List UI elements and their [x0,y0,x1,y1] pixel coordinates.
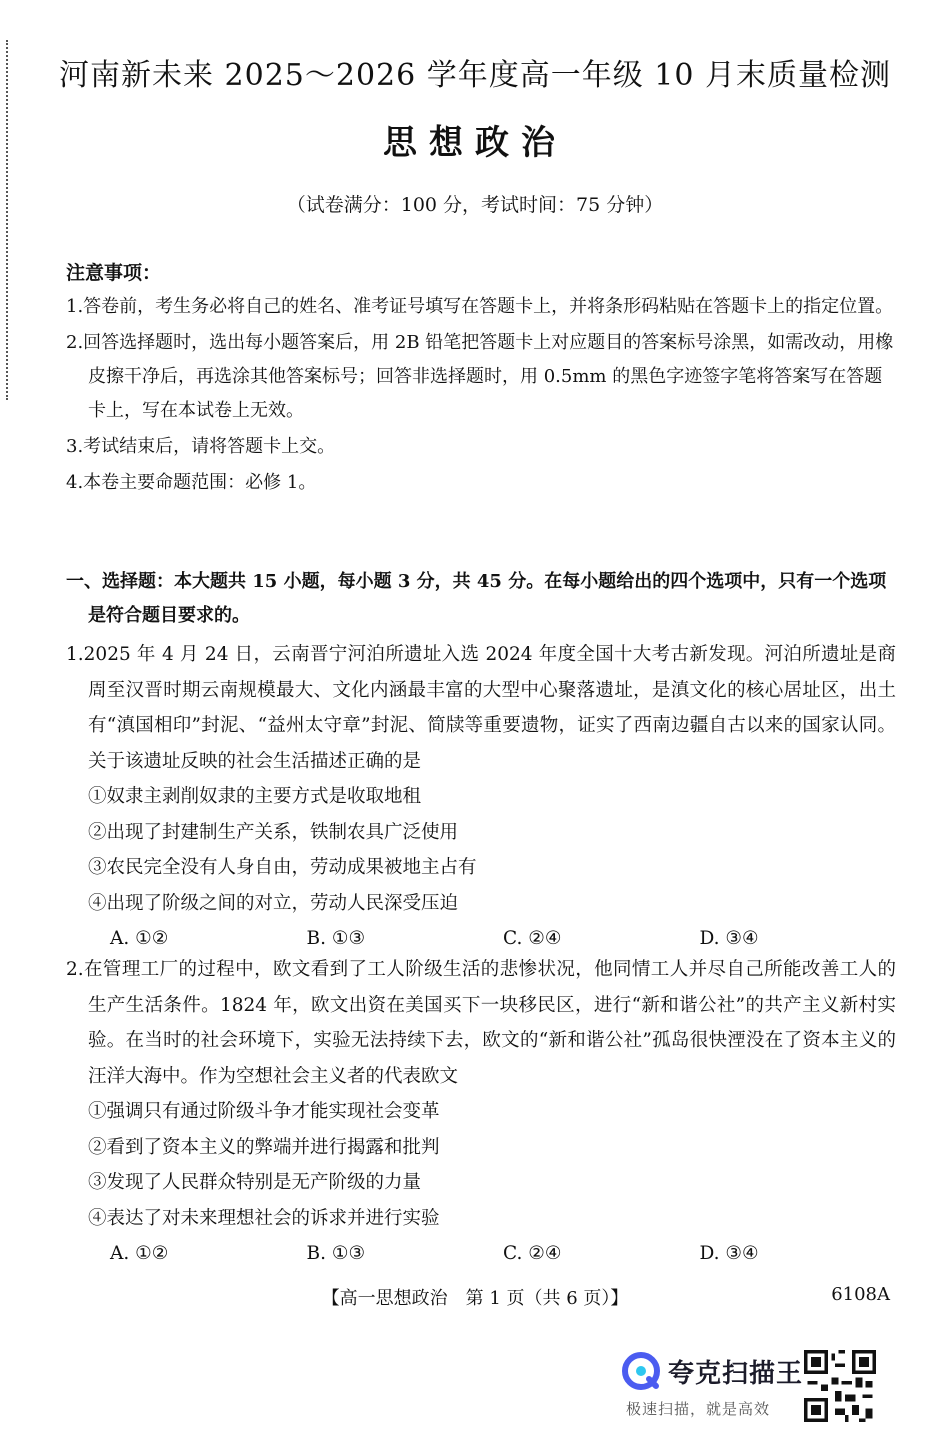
statement: ④表达了对未来理想社会的诉求并进行实验 [88,1207,440,1229]
scanner-brand-name: 夸克扫描王 [668,1358,804,1389]
statement: ①奴隶主剥削奴隶的主要方式是收取地租 [88,786,422,807]
notice-heading: 注意事项： [66,262,162,284]
notice-item: 4.本卷主要命题范围：必修 1。 [66,472,317,493]
scanner-watermark [622,1352,803,1390]
paper-code: 6108A [831,1284,890,1305]
question-stem: 1.2025 年 4 月 24 日，云南晋宁河泊所遗址入选 2024 年度全国十大考古新发现。河泊所遗址是商周至汉晋时期云南规模最大、文化内涵最丰富的大型中心聚落遗址，是滇文化的核心居址区，出土有“滇国相印”封泥、“益州太守章”封泥、简牍等重要遗物，证实了西南边疆自古以来的国家认同。关于该遗址反映的社会生活描述正确的是 [66,644,896,772]
option-a: A. ①② [110,1243,169,1264]
answer-options [66,1236,896,1272]
option-b: B. ①③ [306,928,366,949]
quark-logo-icon [622,1352,660,1390]
statement: ③农民完全没有人身自由，劳动成果被地主占有 [88,857,477,878]
statement: ②出现了封建制生产关系，铁制农具广泛使用 [88,821,459,843]
statement: ①强调只有通过阶级斗争才能实现社会变革 [88,1101,440,1122]
binding-margin-line [6,40,10,400]
page-footer: 【高一思想政治 第 1 页（共 6 页）】 [321,1288,629,1309]
option-a: A. ①② [110,928,169,949]
option-d: D. ③④ [699,928,759,949]
notice-item: 3.考试结束后，请将答题卡上交。 [66,436,336,457]
statement: ③发现了人民群众特别是无产阶级的力量 [88,1172,422,1193]
qr-code-icon [804,1350,876,1422]
statement: ②看到了资本主义的弊端并进行揭露和批判 [88,1136,440,1158]
question-2 [66,952,896,1272]
subject-title: 思想政治 [383,123,567,163]
option-d: D. ③④ [699,1243,759,1264]
notice-item: 2.回答选择题时，选出每小题答案后，用 2B 铅笔把答题卡上对应题目的答案标号涂黑，如需改动，用橡皮擦干净后，再选涂其他答案标号；回答非选择题时，用 0.5mm 的黑色字迹签字笔将答案写在答题卡上，写在本试卷上无效。 [66,332,894,421]
question-1 [66,637,896,957]
option-b: B. ①③ [306,1243,366,1264]
option-c: C. ②④ [503,1243,562,1264]
question-stem: 2.在管理工厂的过程中，欧文看到了工人阶级生活的悲惨状况，他同情工人并尽自己所能改善工人的生产生活条件。1824 年，欧文出资在美国买下一块移民区，进行“新和谐公社”的共产主义新村实验。在当时的社会环境下，实验无法持续下去，欧文的“新和谐公社”孤岛很快湮没在了资本主义的汪洋大海中。作为空想社会主义者的代表欧文 [66,959,896,1087]
scanner-slogan: 极速扫描，就是高效 [626,1400,771,1418]
notice-list [66,290,896,502]
notice-item: 1.答卷前，考生务必将自己的姓名、准考证号填写在答题卡上，并将条形码粘贴在答题卡上的指定位置。 [66,296,894,317]
section-heading: 一、选择题：本大题共 15 小题，每小题 3 分，共 45 分。在每小题给出的四个选项中，只有一个选项是符合题目要求的。 [66,571,887,626]
page-title: 河南新未来 2025～2026 学年度高一年级 10 月末质量检测 [58,58,891,93]
option-c: C. ②④ [503,928,562,949]
exam-info: （试卷满分：100 分，考试时间：75 分钟） [286,194,664,216]
statement: ④出现了阶级之间的对立，劳动人民深受压迫 [88,892,459,914]
